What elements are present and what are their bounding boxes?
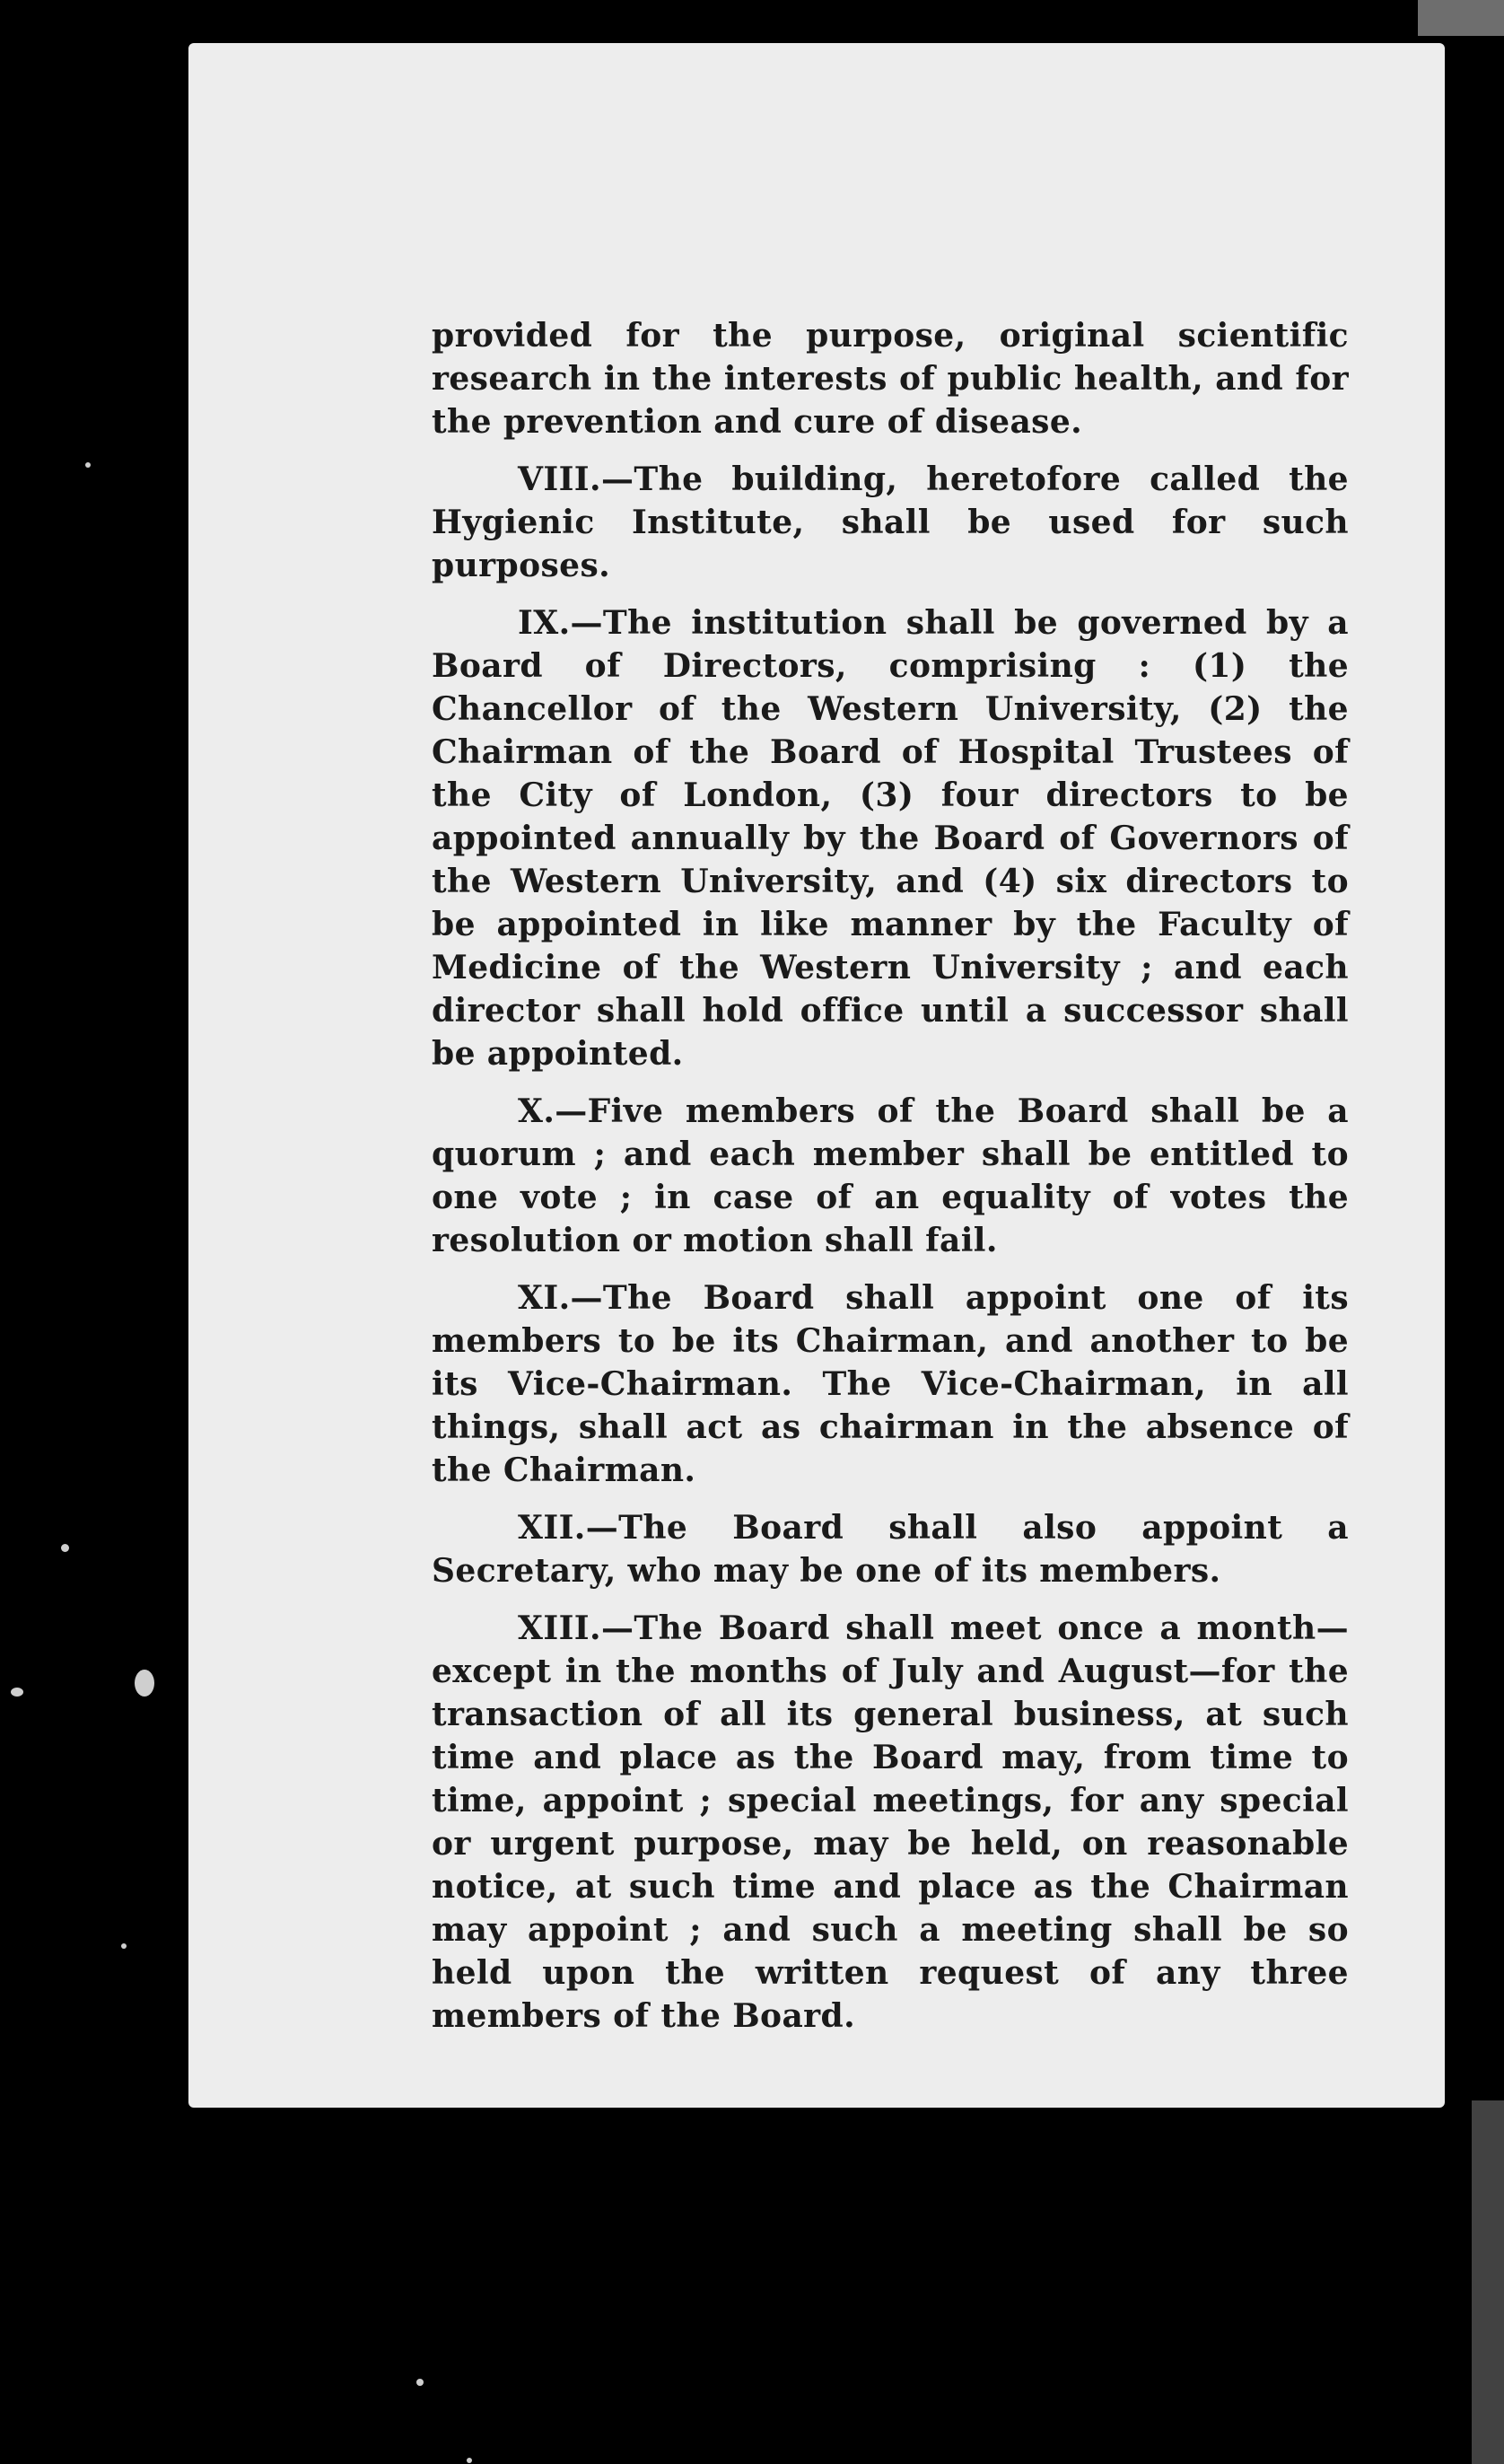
scan-edge-top <box>1418 0 1504 36</box>
scan-edge-right <box>1472 2100 1504 2464</box>
paragraph-continuation: provided for the purpose, original scientific research in the interests of public health, and for the prevention and cure of disease. <box>432 317 1349 441</box>
scan-speck <box>135 1670 154 1697</box>
paragraph-section-xii: XII.—The Board shall also appoint a Secretary, who may be one of its members. <box>432 1509 1349 1590</box>
scan-speck <box>121 1943 127 1949</box>
paragraph-section-viii: VIII.—The building, heretofore called the Hygienic Institute, shall be used for such purposes. <box>432 460 1349 584</box>
paragraph-section-xi: XI.—The Board shall appoint one of its members to be its Chairman, and another to be its Vice-Chairman. The Vice-Chairman, in all things, shall act as chairman in the absence of the Chairman. <box>432 1279 1349 1489</box>
scan-speck <box>61 1544 69 1552</box>
body-text <box>432 314 1349 2052</box>
scan-speck <box>416 2379 424 2386</box>
paragraph-section-x: X.—Five members of the Board shall be a quorum ; and each member shall be entitled to one vote ; in case of an equality of votes the resolution or motion shall fail. <box>432 1092 1349 1259</box>
paragraph-section-xiii: XIII.—The Board shall meet once a month—except in the months of July and August—for the transaction of all its general business, at such time and place as the Board may, from time to time, appoint ; special meetings, for any special or urgent purpose, may be held, on reasonable notice, at such time and place as the Chairman may appoint ; and such a meeting shall be so held upon the written request of any three members of the Board. <box>432 1609 1349 2035</box>
scan-speck <box>85 462 91 468</box>
scan-speck <box>11 1688 23 1697</box>
scan-speck <box>467 2458 472 2463</box>
paragraph-section-ix: IX.—The institution shall be governed by a Board of Directors, comprising : (1) the Chancellor of the Western University, (2) the Chairman of the Board of Hospital Trustees of the City of London, (3) four directors to be appointed annually by the Board of Governors of the Western University, and (4) six directors to be appointed in like manner by the Faculty of Medicine of the Western University ; and each director shall hold office until a successor shall be appointed. <box>432 604 1349 1073</box>
